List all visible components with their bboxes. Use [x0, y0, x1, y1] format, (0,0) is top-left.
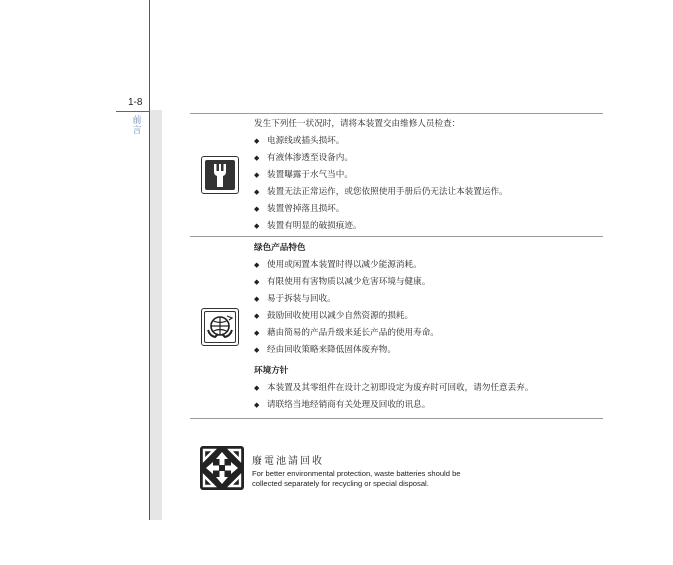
green-text [254, 240, 439, 359]
recycle-icon [200, 446, 244, 490]
list-item: ◆ 易于拆装与回收。 [254, 294, 336, 304]
list-item: ◆ 装置曝露于水气当中。 [254, 170, 353, 180]
environment-heading: 环境方针 [254, 366, 289, 376]
service-text [254, 116, 508, 235]
list-item: ◆ 经由回收策略来降低固体废弃物。 [254, 345, 396, 355]
list-item: ◆ 装置无法正常运作，或您依照使用手册后仍无法让本装置运作。 [254, 187, 508, 197]
page-number: 1-8 [128, 97, 143, 108]
section-label: 前言 [132, 116, 142, 136]
battery-note-line: collected separately for recycling or special disposal. [252, 479, 429, 488]
divider [190, 418, 603, 419]
service-icon-frame [201, 156, 239, 194]
globe-hands-icon [204, 311, 236, 343]
list-item: ◆ 电源线或插头损坏。 [254, 136, 345, 146]
list-item: ◆ 本装置及其零组件在设计之初即设定为废弃时可回收，请勿任意丢弃。 [254, 383, 534, 393]
sidebar-strip [150, 110, 162, 520]
green-icon-frame [201, 308, 239, 346]
list-item: ◆ 使用或闲置本装置时得以减少能源消耗。 [254, 260, 422, 270]
list-item: ◆ 有限使用有害物质以减少危害环境与健康。 [254, 277, 431, 287]
list-item: ◆ 藉由简易的产品升级来延长产品的使用寿命。 [254, 328, 439, 338]
wrench-icon [205, 160, 235, 190]
green-heading: 绿色产品特色 [254, 243, 306, 253]
environment-text [254, 363, 533, 414]
battery-note [252, 469, 461, 489]
divider [190, 236, 603, 237]
battery-title: 廢電池請回收 [252, 456, 324, 467]
divider [190, 113, 603, 114]
list-item: ◆ 装置曾掉落且损坏。 [254, 204, 345, 214]
page-number-rule [116, 111, 150, 112]
service-intro: 发生下列任一状况时，请将本装置交由维修人员检查： [254, 119, 461, 129]
battery-note-line: For better environmental protection, waste batteries should be [252, 469, 461, 478]
list-item: ◆ 鼓励回收使用以减少自然资源的损耗。 [254, 311, 414, 321]
list-item: ◆ 有液体渗透至设备内。 [254, 153, 353, 163]
list-item: ◆ 请联络当地经销商有关处理及回收的讯息。 [254, 400, 431, 410]
list-item: ◆ 装置有明显的破损痕迹。 [254, 221, 362, 231]
